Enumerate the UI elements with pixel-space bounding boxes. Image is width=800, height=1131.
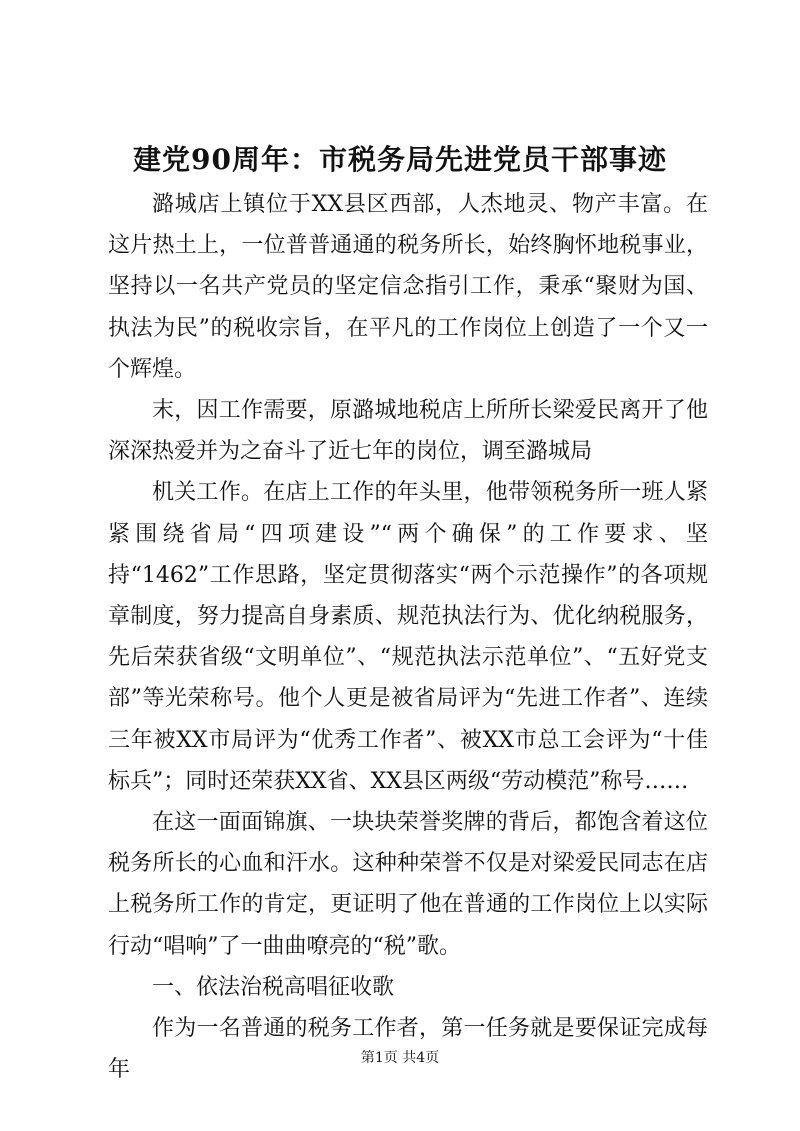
paragraph-achievements: 机关工作。在店上工作的年头里，他带领税务所一班人紧紧围绕省局“四项建设”“两个确保”的工作要求、坚持“1462”工作思路，坚定贯彻落实“两个示范操作”的各项规章制度，努力提高自身素质、规范执法行为、优化纳税服务，先后荣获省级“文明单位”、“规范执法示范单位”、“五好党支部”等光荣称号。他个人更是被省局评为“先进工作者”、连续三年被XX市局评为“优秀工作者”、被XX市总工会评为“十佳标兵”；同时还荣获XX省、XX县区两级“劳动模范”称号…… bbox=[108, 480, 708, 794]
page-footer: 第1页 共4页 bbox=[360, 1050, 440, 1066]
section-heading: 一、依法治税高唱征收歌 bbox=[152, 974, 395, 1000]
document-title: 建党90周年：市税务局先进党员干部事迹 bbox=[133, 143, 667, 176]
paragraph-section-start: 作为一名普通的税务工作者，第一任务就是要保证完成每年 bbox=[108, 1016, 708, 1083]
paragraph-intro: 潞城店上镇位于XX县区西部，人杰地灵、物产丰富。在这片热土上，一位普普通通的税务所长，始终胸怀地税事业，坚持以一名共产党员的坚定信念指引工作，秉承“聚财为国、执法为民”的税收宗旨，在平凡的工作岗位上创造了一个又一个辉煌。 bbox=[108, 192, 708, 382]
document-body bbox=[108, 184, 708, 1090]
paragraph-honors: 在这一面面锦旗、一块块荣誉奖牌的背后，都饱含着这位税务所长的心血和汗水。这种种荣誉不仅是对梁爱民同志在店上税务所工作的肯定，更证明了他在普通的工作岗位上以实际行动“唱响”了一曲曲嘹亮的“税”歌。 bbox=[108, 810, 708, 959]
paragraph-transfer: 末，因工作需要，原潞城地税店上所所长梁爱民离开了他深深热爱并为之奋斗了近七年的岗位，调至潞城局 bbox=[108, 398, 708, 465]
